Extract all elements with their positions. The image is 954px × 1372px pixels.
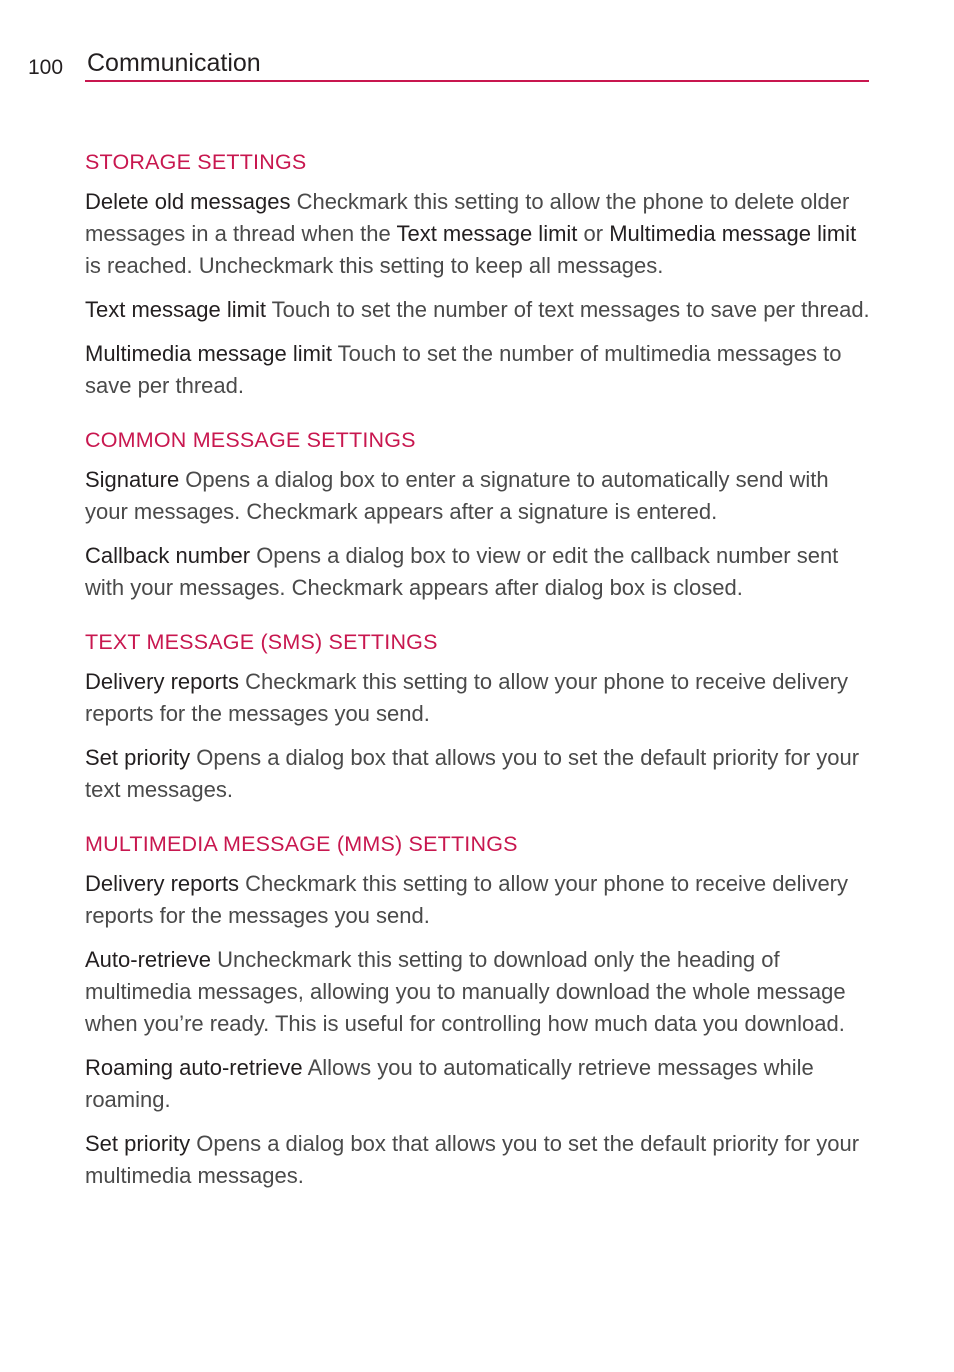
- section-heading: COMMON MESSAGE SETTINGS: [85, 428, 416, 452]
- setting-term: Text message limit: [396, 221, 578, 246]
- setting-term: Multimedia message limit: [85, 341, 332, 366]
- settings-section: [85, 424, 870, 604]
- setting-term: Delete old messages: [85, 189, 291, 214]
- setting-description: [85, 742, 870, 806]
- setting-description: [85, 944, 870, 1040]
- settings-section: [85, 626, 870, 806]
- setting-text: Allows you to automatically retrieve messages while roaming.: [85, 1055, 814, 1112]
- page-header: [0, 0, 954, 90]
- setting-text: Opens a dialog box to view or edit the callback number sent with your messages. Checkmark appears after dialog box is closed.: [85, 543, 839, 600]
- setting-text: Touch to set the number of text messages to save per thread.: [265, 297, 870, 322]
- setting-text: Opens a dialog box to enter a signature to automatically send with your messages. Checkmark appears after a signature is entered.: [85, 467, 829, 524]
- setting-term: Delivery reports: [85, 871, 240, 896]
- section-heading: TEXT MESSAGE (SMS) SETTINGS: [85, 630, 438, 654]
- settings-section: [85, 828, 870, 1192]
- setting-term: Signature: [85, 467, 180, 492]
- chapter-title: Communication: [87, 49, 261, 77]
- setting-text: Checkmark this setting to allow your phone to receive delivery reports for the messages you send.: [85, 669, 848, 726]
- setting-text: Opens a dialog box that allows you to set the default priority for your multimedia messages.: [85, 1131, 860, 1188]
- section-heading: STORAGE SETTINGS: [85, 150, 307, 174]
- setting-term: Text message limit: [85, 297, 266, 322]
- header-divider: [85, 80, 869, 82]
- setting-description: [85, 666, 870, 730]
- setting-term: Auto-retrieve: [85, 947, 211, 972]
- setting-text: Opens a dialog box that allows you to set the default priority for your text messages.: [85, 745, 860, 802]
- setting-text: Uncheckmark this setting to download only the heading of multimedia messages, allowing you to manually download the whole message when you’re ready. This is useful for controlling how much data you download.: [85, 947, 846, 1036]
- setting-text: or: [577, 221, 610, 246]
- setting-term: Callback number: [85, 543, 251, 568]
- setting-description: [85, 868, 870, 932]
- page-body: [85, 146, 870, 1204]
- setting-description: [85, 186, 870, 282]
- setting-text: Touch to set the number of multimedia messages to save per thread.: [85, 341, 842, 398]
- setting-text: is reached. Uncheckmark this setting to keep all messages.: [85, 253, 664, 278]
- page-number: 100: [28, 56, 64, 79]
- setting-text: Checkmark this setting to allow the phone to delete older messages in a thread when the: [85, 189, 850, 246]
- setting-description: [85, 464, 870, 528]
- setting-term: Roaming auto-retrieve: [85, 1055, 303, 1080]
- setting-description: [85, 338, 870, 402]
- setting-description: [85, 1128, 870, 1192]
- setting-description: [85, 540, 870, 604]
- setting-term: Multimedia message limit: [609, 221, 857, 246]
- setting-term: Set priority: [85, 745, 191, 770]
- setting-term: Set priority: [85, 1131, 191, 1156]
- setting-description: [85, 294, 870, 326]
- setting-term: Delivery reports: [85, 669, 240, 694]
- settings-section: [85, 146, 870, 402]
- section-heading: MULTIMEDIA MESSAGE (MMS) SETTINGS: [85, 832, 518, 856]
- setting-description: [85, 1052, 870, 1116]
- setting-text: Checkmark this setting to allow your phone to receive delivery reports for the messages you send.: [85, 871, 848, 928]
